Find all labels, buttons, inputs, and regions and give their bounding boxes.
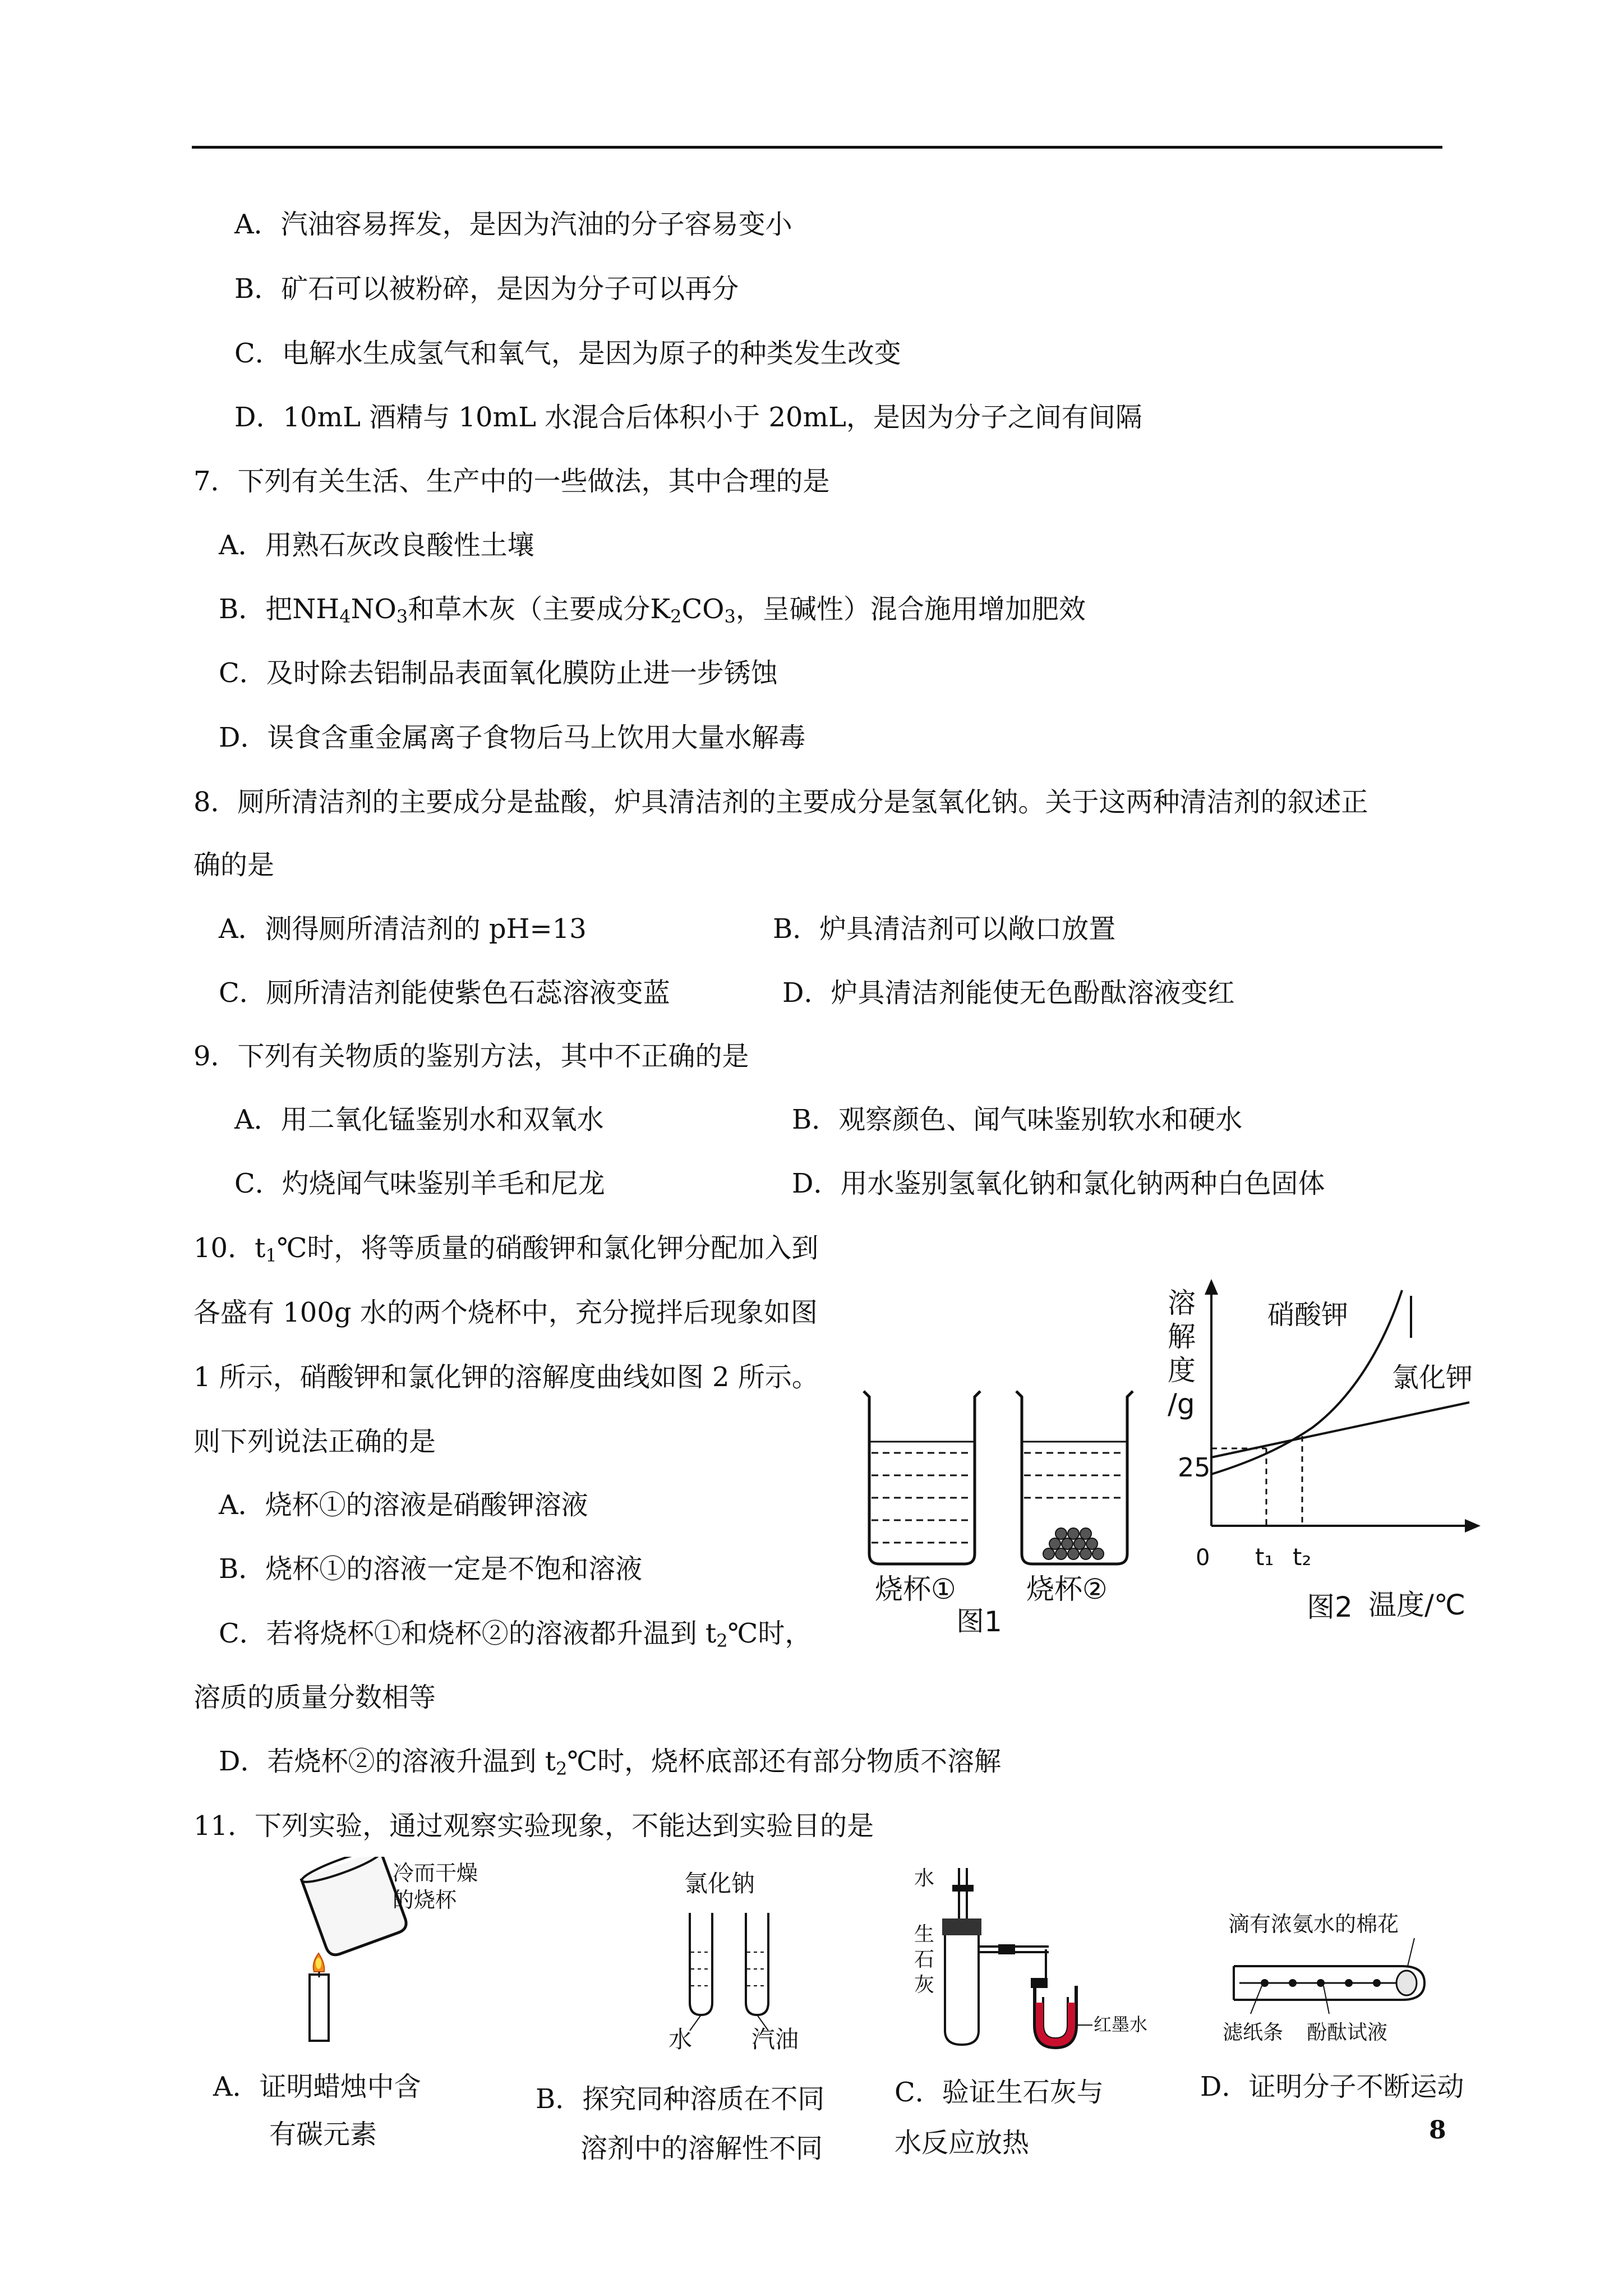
q11-option-b-line1: B．探究同种溶质在不同 [536,2083,825,2115]
q8-option-c: C．厕所清洁剂能使紫色石蕊溶液变蓝 [219,977,670,1009]
page-number: 8 [1429,2116,1446,2145]
test-tubes-drawing [639,1868,830,2053]
q10-option-a: A．烧杯①的溶液是硝酸钾溶液 [219,1489,588,1521]
beakers-drawing [852,1386,1144,1632]
red-ink-label: 红墨水 [1094,2014,1148,2035]
q11-option-c-line1: C．验证生石灰与 [895,2077,1104,2108]
q6-option-d: D．10mL 酒精与 10mL 水混合后体积小于 20mL，是因为分子之间有间隔 [234,402,1142,433]
beaker-1-label: 烧杯① [875,1573,956,1605]
y-tick-25: 25 [1178,1452,1211,1483]
filter-paper-label: 滤纸条 [1223,2021,1284,2044]
q11-stem: 11．下列实验，通过观察实验现象，不能达到实验目的是 [193,1810,874,1842]
gasoline-label: 汽油 [751,2026,799,2053]
q7-stem: 7．下列有关生活、生产中的一些做法，其中合理的是 [193,466,830,497]
q7-option-a: A．用熟石灰改良酸性土壤 [219,530,534,561]
x-axis-label: 温度/℃ [1368,1589,1465,1621]
solubility-curves [1155,1268,1503,1632]
q11-option-c-line2: 水反应放热 [895,2127,1030,2159]
lime-label-char-2: 石 [914,1948,935,1971]
solute-label: 氯化钠 [684,1870,755,1897]
q10-option-c-line2: 溶质的质量分数相等 [193,1682,436,1713]
y-label-char-3: 度 [1168,1354,1196,1387]
y-label-char-1: 溶 [1168,1287,1196,1319]
y-label-char-2: 解 [1168,1320,1196,1353]
q9-option-d: D．用水鉴别氢氧化钠和氯化钠两种白色固体 [792,1168,1325,1199]
q8-option-b: B．炉具清洁剂可以敞口放置 [773,913,1116,945]
x-tick-t1: t₁ [1255,1543,1274,1571]
q10-stem-line4: 则下列说法正确的是 [193,1426,436,1457]
q11-figure-c-u-tube [909,1862,1189,2053]
beaker-label-line2: 的烧杯 [393,1888,457,1912]
q7-option-b: B．把$NH_4NO_3$和草木灰（主要成分$K_2CO_3$，呈碱性）混合施用增加肥效 [219,593,1086,627]
lime-apparatus-drawing [909,1862,1189,2053]
q10-stem-line1: 10．$t_1℃$时，将等质量的硝酸钾和氯化钾分配加入到 [193,1232,819,1266]
q7-option-c: C．及时除去铝制品表面氧化膜防止进一步锈蚀 [219,657,778,689]
header-rule [192,146,1442,149]
q10-stem-line2: 各盛有 100g 水的两个烧杯中，充分搅拌后现象如图 [193,1297,818,1328]
x-tick-t2: t₂ [1293,1543,1312,1571]
beaker-2-label: 烧杯② [1026,1573,1108,1605]
q10-stem-line3: 1 所示，硝酸钾和氯化钾的溶解度曲线如图 2 所示。 [193,1361,819,1393]
figure-1-beakers [852,1386,1144,1632]
series-label-potassium-nitrate: 硝酸钾 [1267,1299,1349,1331]
q11-figure-d-ammonia-tube [1217,1904,1475,2050]
q9-option-c: C．灼烧闻气味鉴别羊毛和尼龙 [234,1168,605,1199]
q6-option-c: C．电解水生成氢气和氧气，是因为原子的种类发生改变 [234,338,901,369]
q10-option-c-line1: C．若将烧杯①和烧杯②的溶液都升温到 $t_2℃$时， [219,1618,812,1651]
q10-option-d: D．若烧杯②的溶液升温到 $t_2℃$时，烧杯底部还有部分物质不溶解 [219,1746,1002,1779]
q9-option-b: B．观察颜色、闻气味鉴别软水和硬水 [792,1104,1243,1135]
q8-option-a: A．测得厕所清洁剂的 pH=13 [219,913,587,945]
figure-2-solubility-chart [1155,1268,1503,1632]
q11-option-a-line1: A．证明蜡烛中含 [213,2071,421,2102]
q7-option-d: D．误食含重金属离子食物后马上饮用大量水解毒 [219,722,806,753]
q6-option-b: B．矿石可以被粉碎，是因为分子可以再分 [234,273,739,305]
water-label: 水 [914,1867,935,1890]
q9-option-a: A．用二氧化锰鉴别水和双氧水 [234,1104,604,1135]
figure-2-caption: 图2 [1307,1591,1353,1623]
water-label: 水 [668,2026,693,2053]
red-ink-fill [1036,2003,1075,2046]
candle-beaker-drawing [280,1857,538,2042]
lime-label-char-1: 生 [914,1923,935,1946]
q11-option-b-line2: 溶剂中的溶解性不同 [580,2133,823,2164]
q11-option-a-line2: 有碳元素 [269,2119,377,2150]
lime-label-char-3: 灰 [914,1973,935,1996]
ammonia-tube-drawing [1217,1904,1475,2050]
q6-option-a: A．汽油容易挥发，是因为汽油的分子容易变小 [234,209,792,240]
q11-figure-b-test-tubes [639,1868,830,2053]
q8-stem-line1: 8．厕所清洁剂的主要成分是盐酸，炉具清洁剂的主要成分是氢氧化钠。关于这两种清洁剂的叙述正 [193,786,1368,818]
cotton-label: 滴有浓氨水的棉花 [1228,1912,1399,1936]
figure-1-caption: 图1 [956,1605,1002,1632]
q11-figure-a-candle [280,1857,538,2042]
curve-potassium-chloride [1211,1402,1469,1457]
q8-option-d: D．炉具清洁剂能使无色酚酞溶液变红 [782,977,1235,1009]
q9-stem: 9．下列有关物质的鉴别方法，其中不正确的是 [193,1041,749,1072]
y-label-char-4: /g [1168,1388,1195,1420]
q11-option-d-line1: D．证明分子不断运动 [1200,2071,1464,2102]
origin-label: 0 [1196,1545,1210,1571]
beaker-label-line1: 冷而干燥 [393,1861,478,1885]
phenolphthalein-label: 酚酞试液 [1307,2021,1388,2044]
series-label-potassium-chloride: 氯化钾 [1392,1362,1473,1393]
q10-option-b: B．烧杯①的溶液一定是不饱和溶液 [219,1553,643,1585]
q8-stem-line2: 确的是 [193,849,275,881]
